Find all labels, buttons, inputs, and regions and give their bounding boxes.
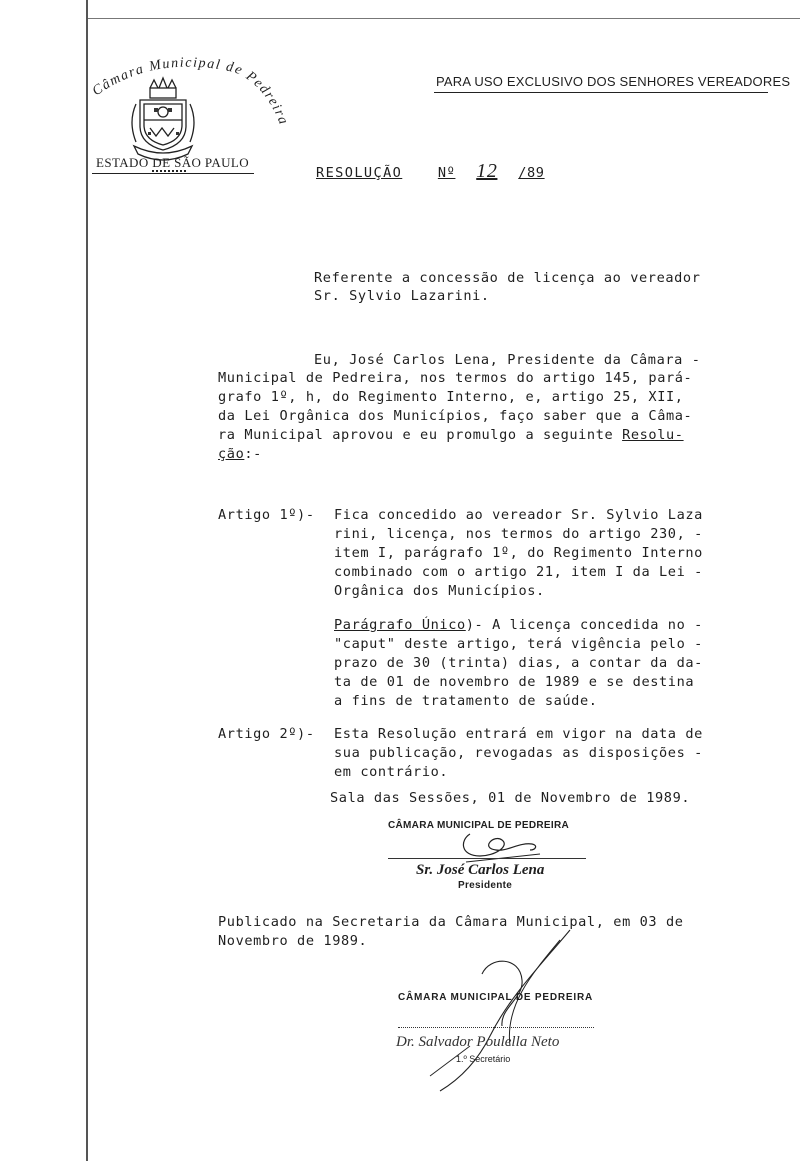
preamble-line (218, 446, 262, 462)
notice-underline (434, 92, 768, 93)
signatory-title: 1.º Secretário (456, 1054, 511, 1064)
preamble-line: da Lei Orgânica dos Municípios, faço saber que a Câma- (218, 408, 693, 424)
svg-text:Câmara Municipal de Pedreira: Câmara Municipal de Pedreira (89, 56, 292, 128)
state-dotted-mark (152, 170, 186, 172)
preamble-line (218, 427, 684, 443)
resolution-number: 12 (476, 160, 498, 182)
paragraph-label: Parágrafo Único (334, 617, 466, 633)
resolution-heading (316, 160, 545, 183)
article-line: item I, parágrafo 1º, do Regimento Interno (334, 545, 703, 561)
article-line: sua publicação, revogadas as disposições - (334, 745, 703, 761)
preamble-line: grafo 1º, h, do Regimento Interno, e, artigo 25, XII, (218, 389, 684, 405)
publication-line: Novembro de 1989. (218, 933, 368, 949)
preamble-text: :- (244, 446, 262, 462)
signatory-name: Sr. José Carlos Lena (416, 862, 545, 878)
subject-line: Referente a concessão de licença ao vereador (314, 270, 701, 286)
state-underline (92, 173, 254, 174)
paragraph-line: a fins de tratamento de saúde. (334, 693, 598, 709)
exclusive-notice: PARA USO EXCLUSIVO DOS SENHORES VEREADORES (436, 74, 791, 89)
signatory-title: Presidente (458, 880, 513, 891)
page-top-edge (86, 0, 800, 19)
article-label: Artigo 1º)- (218, 507, 315, 523)
publication-line: Publicado na Secretaria da Câmara Municipal, em 03 de (218, 914, 684, 930)
article-line: Esta Resolução entrará em vigor na data de (334, 726, 703, 742)
subject-line: Sr. Sylvio Lazarini. (314, 288, 490, 304)
preamble-text: ra Municipal aprovou e eu promulgo a seguinte (218, 427, 623, 443)
signature-stamp: CÂMARA MUNICIPAL DE PEDREIRA (388, 820, 569, 831)
preamble-line: Eu, José Carlos Lena, Presidente da Câmara - (314, 352, 701, 368)
article-line: rini, licença, nos termos do artigo 230, - (334, 526, 703, 542)
signatory-name: Dr. Salvador Poulella Neto (396, 1034, 560, 1050)
signature-line (398, 1027, 594, 1028)
state-name: ESTADO DE SÃO PAULO (96, 155, 250, 170)
preamble-line: Municipal de Pedreira, nos termos do artigo 145, pará- (218, 370, 693, 386)
article-line: em contrário. (334, 764, 449, 780)
preamble-underlined: Resolu- (622, 427, 684, 443)
article-line: combinado com o artigo 21, item I da Lei - (334, 564, 703, 580)
paragraph-line: "caput" deste artigo, terá vigência pelo - (334, 636, 703, 652)
signature-stamp: CÂMARA MUNICIPAL DE PEDREIRA (398, 992, 593, 1003)
session-date: Sala das Sessões, 01 de Novembro de 1989. (330, 790, 691, 806)
handwritten-signature-icon (410, 926, 610, 1096)
resolution-label: RESOLUÇÃO (316, 165, 403, 181)
article-label: Artigo 2º)- (218, 726, 315, 742)
preamble-underlined: ção (218, 446, 245, 462)
article-line: Fica concedido ao vereador Sr. Sylvio Laza (334, 507, 703, 523)
paragraph-text: )- A licença concedida no - (465, 617, 703, 633)
paragraph-line: ta de 01 de novembro de 1989 e se destina (334, 674, 695, 690)
resolution-year: /89 (518, 165, 545, 181)
signature-line (388, 858, 586, 859)
handwritten-signature-icon (440, 826, 560, 866)
resolution-number-prefix: Nº (437, 165, 456, 181)
paragraph-line: prazo de 30 (trinta) dias, a contar da da- (334, 655, 703, 671)
article-line: Orgânica dos Municípios. (334, 583, 545, 599)
paragraph-line (334, 617, 703, 633)
